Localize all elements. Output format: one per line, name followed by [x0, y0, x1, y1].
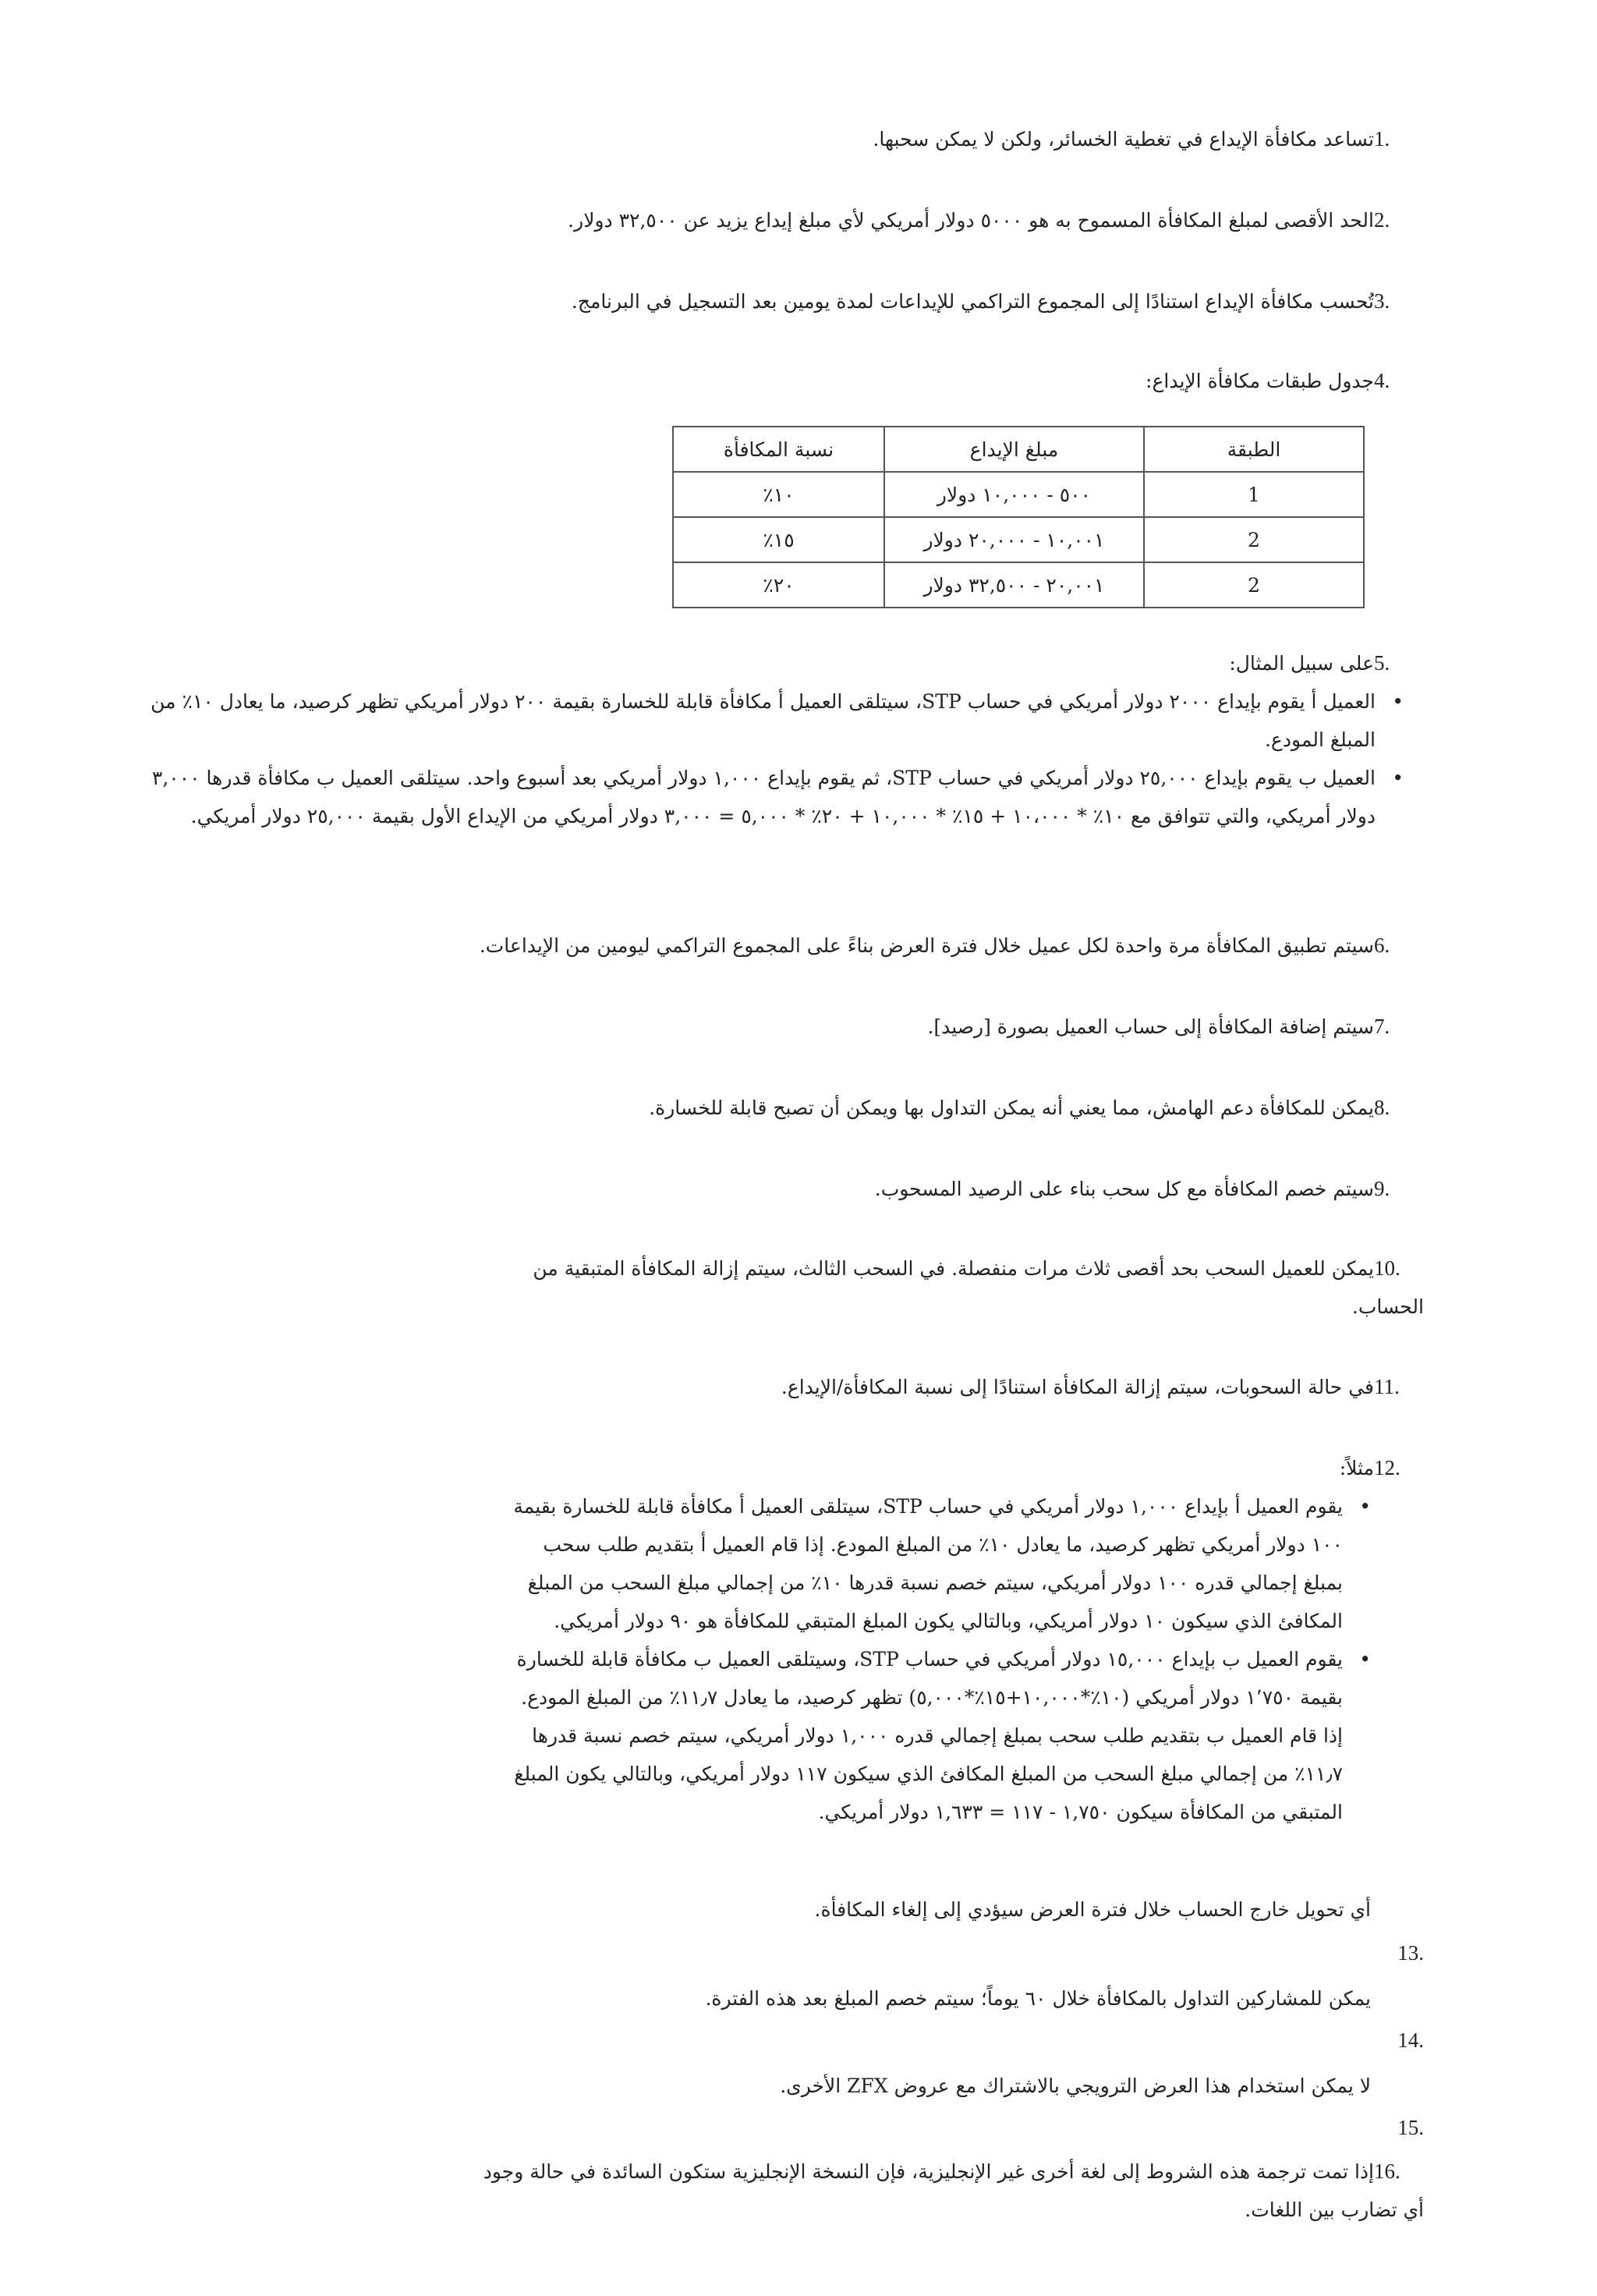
- clause-text: على سبيل المثال:: [1229, 652, 1374, 675]
- clause-1: [873, 120, 1424, 158]
- clause-12: [504, 1449, 1424, 1831]
- clause-number: 5.: [1374, 651, 1390, 675]
- table-row: [673, 472, 1364, 517]
- table-header-row: [673, 427, 1364, 472]
- clause-7: [927, 1008, 1424, 1046]
- clause-number: 2.: [1374, 208, 1390, 232]
- table-cell-deposit: ٢٠,٠٠١ - ٣٢,٥٠٠ دولار: [884, 562, 1144, 608]
- clause-number: 8.: [1374, 1096, 1390, 1119]
- clause-10: [480, 1249, 1424, 1326]
- table-cell-ratio: ١٠٪: [673, 472, 884, 517]
- clause-number: 6.: [1374, 934, 1390, 957]
- clause-15-text: لا يمكن استخدام هذا العرض الترويجي بالاشتراك مع عروض ZFX الأخرى.: [780, 2075, 1371, 2097]
- table-header-bonus-ratio: نسبة المكافأة: [673, 427, 884, 472]
- clause-number: 1.: [1374, 127, 1390, 151]
- clause-text: جدول طبقات مكافأة الإيداع:: [1146, 370, 1374, 392]
- list-item: • يقوم العميل ب بإيداع ١٥,٠٠٠ دولار أمريكي في حساب STP، وسيتلقى العميل ب مكافأة قابلة للخسارة بقيمة ١٬٧٥٠ دولار أمريكي (١٠٪*١٠,٠٠٠+١٥٪*٥,٠٠٠) تظهر كرصيد، ما يعادل ١١٫٧٪ من المبلغ المودع. إذا قام العميل ب بتقديم طلب سحب بمبلغ إجمالي قدره ١,٠٠٠ دولار أمريكي، سيتم خصم نسبة قدرها ١١٫٧٪ من إجمالي مبلغ السحب من المبلغ المكافئ الذي سيكون ١١٧ دولار أمريكي، وبالتالي يكون المبلغ المتبقي من المكافأة سيكون ١,٧٥٠ - ١١٧ = ١,٦٣٣ دولار أمريكي.: [504, 1640, 1374, 1831]
- table-cell-ratio: ٢٠٪: [673, 562, 884, 608]
- clause-5: [137, 644, 1424, 835]
- clause-14-text: يمكن للمشاركين التداول بالمكافأة خلال ٦٠ يوماً؛ سيتم خصم المبلغ بعد هذه الفترة.: [705, 1987, 1371, 2010]
- clause-13-number: .13: [1397, 1941, 1424, 1965]
- clause-9: [875, 1170, 1424, 1208]
- table-cell-tier: 1: [1144, 472, 1364, 517]
- clause-16: [457, 2152, 1424, 2229]
- clause-text: مثلاً:: [1339, 1457, 1374, 1479]
- table-row: [673, 562, 1364, 608]
- clause-13-text: أي تحويل خارج الحساب خلال فترة العرض سيؤدي إلى إلغاء المكافأة.: [814, 1898, 1371, 1921]
- clause-15-number: .15: [1397, 2116, 1424, 2139]
- clause-number: 16.: [1374, 2160, 1400, 2183]
- clause-8: [649, 1089, 1424, 1127]
- clause-11: [781, 1368, 1424, 1406]
- example-list: [504, 1487, 1374, 1831]
- table-cell-tier: 2: [1144, 517, 1364, 562]
- clause-number: 4.: [1374, 369, 1390, 392]
- clause-text: يمكن للعميل السحب بحد أقصى ثلاث مرات منفصلة. في السحب الثالث، سيتم إزالة المكافأة المتبقية من الحساب.: [533, 1257, 1424, 1318]
- table-header-deposit-amount: مبلغ الإيداع: [884, 427, 1144, 472]
- clause-text: الحد الأقصى لمبلغ المكافأة المسموح به هو ٥٠٠٠ دولار أمريكي لأي مبلغ إيداع يزيد عن ٣٢,٥٠٠ دولار.: [568, 209, 1374, 232]
- clause-text: يمكن للمكافأة دعم الهامش، مما يعني أنه يمكن التداول بها ويمكن أن تصبح قابلة للخسارة.: [649, 1097, 1374, 1119]
- table-cell-tier: 2: [1144, 562, 1364, 608]
- clause-2: [568, 201, 1424, 239]
- list-item: • يقوم العميل أ بإيداع ١,٠٠٠ دولار أمريكي في حساب STP، سيتلقى العميل أ مكافأة قابلة للخسارة بقيمة ١٠٠ دولار أمريكي تظهر كرصيد، ما يعادل ١٠٪ من المبلغ المودع. إذا قام العميل أ بتقديم طلب سحب بمبلغ إجمالي قدره ١٠٠ دولار أمريكي، سيتم خصم نسبة قدرها ١٠٪ من إجمالي مبلغ السحب من المبلغ المكافئ الذي سيكون ١٠ دولار أمريكي، وبالتالي يكون المبلغ المتبقي للمكافأة هو ٩٠ دولار أمريكي.: [504, 1487, 1374, 1640]
- clause-text: سيتم خصم المكافأة مع كل سحب بناء على الرصيد المسحوب.: [874, 1178, 1374, 1200]
- example-list: [137, 682, 1407, 835]
- list-item: • العميل أ يقوم بإيداع ٢٠٠٠ دولار أمريكي في حساب STP، سيتلقى العميل أ مكافأة قابلة للخسارة بقيمة ٢٠٠ دولار أمريكي تظهر كرصيد، ما يعادل ١٠٪ من المبلغ المودع.: [137, 682, 1407, 759]
- clause-text: تساعد مكافأة الإيداع في تغطية الخسائر، ولكن لا يمكن سحبها.: [873, 128, 1374, 151]
- clause-number: 11.: [1374, 1375, 1400, 1398]
- clause-text: في حالة السحوبات، سيتم إزالة المكافأة استنادًا إلى نسبة المكافأة/الإيداع.: [781, 1376, 1374, 1398]
- table-cell-ratio: ١٥٪: [673, 517, 884, 562]
- clause-3: [572, 282, 1424, 321]
- table-row: [673, 517, 1364, 562]
- table-cell-deposit: ٥٠٠ - ١٠,٠٠٠ دولار: [884, 472, 1144, 517]
- clause-text: تُحسب مكافأة الإيداع استنادًا إلى المجموع التراكمي للإيداعات لمدة يومين بعد التسجيل في البرنامج.: [571, 290, 1374, 313]
- clause-number: 3.: [1374, 289, 1390, 313]
- clause-14-number: .14: [1397, 2028, 1424, 2052]
- clause-4: [1146, 362, 1424, 400]
- clause-number: 9.: [1374, 1177, 1390, 1200]
- clause-number: 12.: [1374, 1456, 1400, 1479]
- deposit-bonus-tier-table: [672, 426, 1365, 608]
- clause-number: 10.: [1374, 1256, 1400, 1280]
- table-cell-deposit: ١٠,٠٠١ - ٢٠,٠٠٠ دولار: [884, 517, 1144, 562]
- clause-text: سيتم إضافة المكافأة إلى حساب العميل بصورة [رصيد].: [927, 1015, 1374, 1038]
- clause-text: سيتم تطبيق المكافأة مرة واحدة لكل عميل خلال فترة العرض بناءً على المجموع التراكمي ليومين من الإيداعات.: [479, 934, 1374, 957]
- list-item: • العميل ب يقوم بإيداع ٢٥,٠٠٠ دولار أمريكي في حساب STP، ثم يقوم بإيداع ١,٠٠٠ دولار أمريكي بعد أسبوع واحد. سيتلقى العميل ب مكافأة قدرها ٣,٠٠٠ دولار أمريكي، والتي تتوافق مع ١٠٪ * ١٠،٠٠٠ + ١٥٪ * ١٠,٠٠٠ + ٢٠٪ * ٥,٠٠٠ = ٣,٠٠٠ دولار أمريكي من الإيداع الأول بقيمة ٢٥,٠٠٠ دولار أمريكي.: [137, 759, 1407, 835]
- table-header-tier: الطبقة: [1144, 427, 1364, 472]
- clause-6: [480, 927, 1424, 965]
- clause-number: 7.: [1374, 1015, 1390, 1038]
- clause-text: إذا تمت ترجمة هذه الشروط إلى لغة أخرى غير الإنجليزية، فإن النسخة الإنجليزية ستكون السائدة في حالة وجود أي تضارب بين اللغات.: [483, 2160, 1424, 2221]
